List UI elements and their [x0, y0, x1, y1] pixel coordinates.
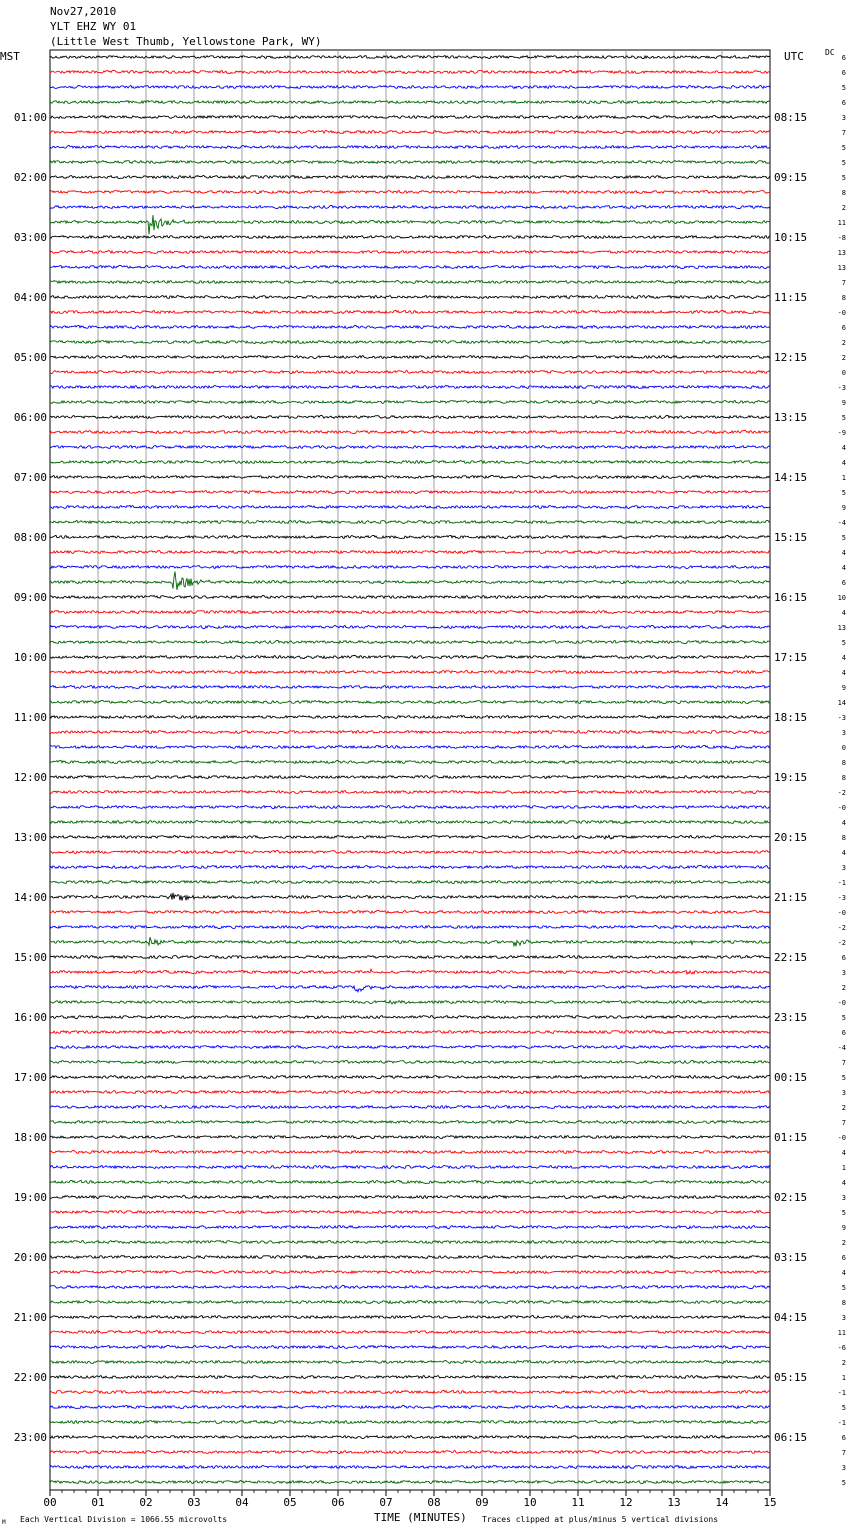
dc-offset-label: -0 [837, 804, 846, 812]
trace-49 [50, 791, 770, 794]
trace-50 [50, 806, 770, 809]
trace-71 [50, 1121, 770, 1124]
dc-offset-label: 3 [841, 1089, 846, 1097]
dc-offset-label: 7 [841, 129, 846, 137]
trace-77 [50, 1211, 770, 1214]
hour-label-mst: 20:00 [13, 1251, 47, 1264]
hour-label-mst: 15:00 [13, 951, 47, 964]
trace-13 [50, 251, 770, 254]
trace-80 [50, 1256, 770, 1259]
trace-55 [50, 881, 770, 884]
dc-offset-label: 3 [841, 1464, 846, 1472]
dc-offset-label: 5 [841, 159, 846, 167]
trace-62 [50, 986, 770, 992]
trace-81 [50, 1271, 770, 1274]
dc-offset-label: 4 [841, 444, 846, 452]
dc-offset-label: 2 [841, 1104, 846, 1112]
hour-label-utc: 15:15 [774, 531, 808, 544]
header-station: YLT EHZ WY 01 [50, 20, 137, 33]
trace-69 [50, 1091, 770, 1094]
trace-26 [50, 446, 770, 449]
hour-label-utc: 11:15 [774, 291, 808, 304]
trace-24 [50, 416, 770, 419]
dc-offset-label: 6 [841, 1254, 846, 1262]
hour-label-mst: 23:00 [13, 1431, 47, 1444]
trace-86 [50, 1346, 770, 1349]
dc-offset-label: 2 [841, 984, 846, 992]
dc-offset-label: 6 [841, 324, 846, 332]
trace-44 [50, 716, 770, 719]
dc-offset-label: 5 [841, 639, 846, 647]
dc-offset-label: 13 [837, 624, 846, 632]
x-tick-label: 11 [571, 1496, 585, 1509]
trace-89 [50, 1390, 770, 1393]
trace-43 [50, 701, 770, 704]
dc-offset-label: -4 [837, 519, 846, 527]
trace-3 [50, 101, 770, 104]
trace-88 [50, 1376, 770, 1379]
hour-label-mst: 01:00 [13, 111, 47, 124]
trace-11 [50, 215, 770, 234]
dc-offset-label: -0 [837, 1134, 846, 1142]
hour-label-mst: 07:00 [13, 471, 47, 484]
hour-label-utc: 10:15 [774, 231, 808, 244]
trace-29 [50, 491, 770, 494]
trace-4 [50, 116, 770, 119]
hour-label-mst: 05:00 [13, 351, 47, 364]
trace-72 [50, 1136, 770, 1139]
trace-52 [50, 835, 770, 839]
header-date: Nov27,2010 [50, 5, 117, 18]
dc-offset-label: 9 [841, 1224, 846, 1232]
trace-38 [50, 626, 770, 629]
dc-offset-label: -1 [837, 1419, 846, 1427]
trace-51 [50, 821, 770, 824]
hour-label-mst: 14:00 [13, 891, 47, 904]
trace-17 [50, 310, 770, 313]
trace-25 [50, 430, 770, 433]
dc-offset-label: -3 [837, 714, 846, 722]
dc-offset-label: 1 [841, 1374, 846, 1382]
dc-offset-label: -2 [837, 924, 846, 932]
hour-label-mst: 18:00 [13, 1131, 47, 1144]
trace-63 [50, 1001, 770, 1004]
dc-offset-label: 3 [841, 864, 846, 872]
dc-offset-label: 3 [841, 1314, 846, 1322]
trace-31 [50, 521, 770, 524]
trace-74 [50, 1166, 770, 1169]
dc-offset-label: 4 [841, 459, 846, 467]
hour-label-utc: 12:15 [774, 351, 808, 364]
dc-label: DC [825, 48, 835, 57]
hour-label-mst: 13:00 [13, 831, 47, 844]
dc-offset-label: 7 [841, 1059, 846, 1067]
trace-45 [50, 731, 770, 734]
x-tick-label: 14 [715, 1496, 729, 1509]
trace-92 [50, 1436, 770, 1439]
hour-label-utc: 00:15 [774, 1071, 808, 1084]
dc-offset-label: 4 [841, 609, 846, 617]
x-tick-label: 08 [427, 1496, 441, 1509]
dc-offset-label: 5 [841, 1404, 846, 1412]
dc-offset-label: 4 [841, 819, 846, 827]
dc-offset-label: 4 [841, 564, 846, 572]
hour-label-mst: 17:00 [13, 1071, 47, 1084]
x-tick-label: 12 [619, 1496, 633, 1509]
dc-offset-label: 3 [841, 114, 846, 122]
dc-offset-label: 4 [841, 849, 846, 857]
x-tick-label: 02 [139, 1496, 153, 1509]
dc-offset-label: 5 [841, 84, 846, 92]
trace-90 [50, 1406, 770, 1409]
dc-offset-label: 5 [841, 144, 846, 152]
dc-offset-label: -1 [837, 879, 846, 887]
trace-23 [50, 401, 770, 404]
trace-34 [50, 566, 770, 569]
hour-label-mst: 19:00 [13, 1191, 47, 1204]
hour-label-mst: 22:00 [13, 1371, 47, 1384]
dc-offset-label: 7 [841, 1449, 846, 1457]
dc-offset-label: 6 [841, 954, 846, 962]
x-tick-label: 13 [667, 1496, 681, 1509]
trace-75 [50, 1180, 770, 1183]
trace-40 [50, 655, 770, 658]
dc-offset-label: 5 [841, 1479, 846, 1487]
dc-offset-label: -0 [837, 999, 846, 1007]
trace-22 [50, 386, 770, 389]
trace-42 [50, 686, 770, 689]
trace-32 [50, 535, 770, 538]
trace-56 [50, 893, 770, 901]
trace-0 [50, 56, 770, 59]
dc-offset-label: 8 [841, 774, 846, 782]
trace-36 [50, 596, 770, 599]
dc-offset-label: -8 [837, 234, 846, 242]
x-tick-label: 04 [235, 1496, 249, 1509]
dc-offset-label: 8 [841, 189, 846, 197]
header-location: (Little West Thumb, Yellowstone Park, WY) [50, 35, 322, 48]
dc-offset-label: 11 [837, 1329, 846, 1337]
trace-8 [50, 176, 770, 179]
dc-offset-label: 5 [841, 414, 846, 422]
trace-30 [50, 506, 770, 509]
x-tick-label: 07 [379, 1496, 393, 1509]
dc-offset-label: 4 [841, 549, 846, 557]
dc-offset-label: 5 [841, 1284, 846, 1292]
trace-73 [50, 1151, 770, 1154]
x-tick-label: 00 [43, 1496, 57, 1509]
hour-label-mst: 09:00 [13, 591, 47, 604]
dc-offset-label: 4 [841, 1179, 846, 1187]
trace-37 [50, 611, 770, 614]
trace-33 [50, 551, 770, 554]
trace-93 [50, 1451, 770, 1454]
trace-48 [50, 776, 770, 779]
x-tick-label: 03 [187, 1496, 201, 1509]
dc-offset-label: 11 [837, 219, 846, 227]
trace-2 [50, 86, 770, 89]
hour-label-utc: 23:15 [774, 1011, 808, 1024]
dc-offset-label: -3 [837, 894, 846, 902]
trace-10 [50, 206, 770, 209]
hour-label-mst: 11:00 [13, 711, 47, 724]
dc-offset-label: 6 [841, 1029, 846, 1037]
x-tick-label: 05 [283, 1496, 297, 1509]
dc-offset-label: 6 [841, 99, 846, 107]
utc-label: UTC [784, 50, 804, 63]
hour-label-utc: 18:15 [774, 711, 808, 724]
dc-offset-label: 8 [841, 759, 846, 767]
dc-offset-label: -0 [837, 309, 846, 317]
dc-offset-label: 5 [841, 489, 846, 497]
trace-6 [50, 145, 770, 148]
trace-79 [50, 1241, 770, 1244]
dc-offset-label: 3 [841, 969, 846, 977]
trace-5 [50, 131, 770, 134]
trace-68 [50, 1075, 770, 1078]
trace-21 [50, 371, 770, 374]
hour-label-utc: 21:15 [774, 891, 808, 904]
dc-offset-label: 2 [841, 204, 846, 212]
dc-offset-label: 7 [841, 1119, 846, 1127]
trace-65 [50, 1031, 770, 1034]
dc-offset-label: 4 [841, 654, 846, 662]
trace-67 [50, 1061, 770, 1064]
trace-41 [50, 671, 770, 674]
dc-offset-label: 1 [841, 474, 846, 482]
dc-offset-label: 5 [841, 1209, 846, 1217]
dc-offset-label: 3 [841, 1194, 846, 1202]
dc-offset-label: 9 [841, 684, 846, 692]
dc-offset-label: 6 [841, 1434, 846, 1442]
trace-39 [50, 641, 770, 644]
x-tick-label: 10 [523, 1496, 537, 1509]
trace-95 [50, 1481, 770, 1484]
trace-12 [50, 236, 770, 239]
hour-label-mst: 06:00 [13, 411, 47, 424]
trace-35 [50, 572, 770, 590]
hour-label-utc: 01:15 [774, 1131, 808, 1144]
hour-label-utc: 22:15 [774, 951, 808, 964]
dc-offset-label: -6 [837, 1344, 846, 1352]
dc-offset-label: 0 [841, 744, 846, 752]
trace-78 [50, 1226, 770, 1229]
trace-46 [50, 745, 770, 748]
hour-label-utc: 17:15 [774, 651, 808, 664]
x-tick-label: 09 [475, 1496, 489, 1509]
hour-label-utc: 08:15 [774, 111, 808, 124]
x-tick-label: 06 [331, 1496, 345, 1509]
trace-61 [50, 969, 770, 974]
x-tick-label: 15 [763, 1496, 777, 1509]
dc-offset-label: 4 [841, 1149, 846, 1157]
hour-label-utc: 20:15 [774, 831, 808, 844]
dc-offset-label: -0 [837, 909, 846, 917]
trace-16 [50, 296, 770, 299]
trace-83 [50, 1300, 770, 1303]
trace-70 [50, 1106, 770, 1109]
hour-label-mst: 12:00 [13, 771, 47, 784]
trace-91 [50, 1421, 770, 1424]
dc-offset-label: -1 [837, 1389, 846, 1397]
clip-note: Traces clipped at plus/minus 5 vertical divisions [482, 1515, 719, 1524]
trace-66 [50, 1046, 770, 1049]
dc-offset-label: 7 [841, 279, 846, 287]
trace-18 [50, 326, 770, 329]
trace-64 [50, 1016, 770, 1019]
dc-offset-label: 6 [841, 579, 846, 587]
trace-28 [50, 476, 770, 479]
hour-label-utc: 02:15 [774, 1191, 808, 1204]
dc-offset-label: 2 [841, 1239, 846, 1247]
trace-19 [50, 341, 770, 344]
x-tick-label: 01 [91, 1496, 105, 1509]
trace-82 [50, 1286, 770, 1289]
dc-offset-label: 2 [841, 1359, 846, 1367]
trace-84 [50, 1316, 770, 1319]
dc-offset-label: 5 [841, 534, 846, 542]
dc-offset-label: 2 [841, 339, 846, 347]
dc-offset-label: 3 [841, 729, 846, 737]
hour-label-mst: 10:00 [13, 651, 47, 664]
hour-label-utc: 03:15 [774, 1251, 808, 1264]
hour-label-utc: 13:15 [774, 411, 808, 424]
dc-offset-label: 6 [841, 69, 846, 77]
trace-53 [50, 851, 770, 854]
dc-offset-label: -2 [837, 939, 846, 947]
trace-15 [50, 281, 770, 284]
dc-offset-label: 9 [841, 399, 846, 407]
hour-label-utc: 06:15 [774, 1431, 808, 1444]
dc-offset-label: 8 [841, 1299, 846, 1307]
mst-label: MST [0, 50, 20, 63]
hour-label-mst: 16:00 [13, 1011, 47, 1024]
trace-9 [50, 191, 770, 194]
trace-1 [50, 71, 770, 74]
hour-label-utc: 05:15 [774, 1371, 808, 1384]
dc-offset-label: -3 [837, 384, 846, 392]
hour-label-utc: 14:15 [774, 471, 808, 484]
dc-offset-label: 13 [837, 264, 846, 272]
trace-7 [50, 160, 770, 163]
hour-label-mst: 02:00 [13, 171, 47, 184]
dc-offset-label: 5 [841, 174, 846, 182]
hour-label-utc: 09:15 [774, 171, 808, 184]
hour-label-utc: 16:15 [774, 591, 808, 604]
hour-label-mst: 03:00 [13, 231, 47, 244]
trace-59 [50, 937, 770, 946]
trace-54 [50, 865, 770, 868]
dc-offset-label: 8 [841, 834, 846, 842]
trace-76 [50, 1196, 770, 1199]
dc-offset-label: 14 [837, 699, 846, 707]
dc-offset-label: 5 [841, 1014, 846, 1022]
trace-14 [50, 266, 770, 269]
dc-offset-label: 2 [841, 354, 846, 362]
trace-85 [50, 1331, 770, 1334]
trace-60 [50, 955, 770, 958]
trace-57 [50, 911, 770, 914]
dc-offset-label: 4 [841, 669, 846, 677]
hour-label-mst: 08:00 [13, 531, 47, 544]
trace-47 [50, 761, 770, 764]
dc-offset-label: -4 [837, 1044, 846, 1052]
trace-87 [50, 1361, 770, 1364]
scale-note: Each Vertical Division = 1066.55 microvolts [20, 1515, 228, 1524]
trace-94 [50, 1466, 770, 1469]
dc-offset-label: 6 [841, 54, 846, 62]
dc-offset-label: 13 [837, 249, 846, 257]
dc-offset-label: 8 [841, 294, 846, 302]
x-axis-title: TIME (MINUTES) [374, 1511, 467, 1524]
hour-label-mst: 04:00 [13, 291, 47, 304]
dc-offset-label: 4 [841, 1269, 846, 1277]
dc-offset-label: 5 [841, 1074, 846, 1082]
hour-label-utc: 19:15 [774, 771, 808, 784]
hour-label-mst: 21:00 [13, 1311, 47, 1324]
dc-offset-label: -2 [837, 789, 846, 797]
trace-27 [50, 461, 770, 464]
trace-20 [50, 356, 770, 359]
dc-offset-label: 9 [841, 504, 846, 512]
dc-offset-label: 0 [841, 369, 846, 377]
hour-label-utc: 04:15 [774, 1311, 808, 1324]
dc-offset-label: 1 [841, 1164, 846, 1172]
dc-offset-label: -9 [837, 429, 846, 437]
corner-mark: M [2, 1519, 6, 1526]
trace-58 [50, 926, 770, 929]
dc-offset-label: 10 [837, 594, 846, 602]
